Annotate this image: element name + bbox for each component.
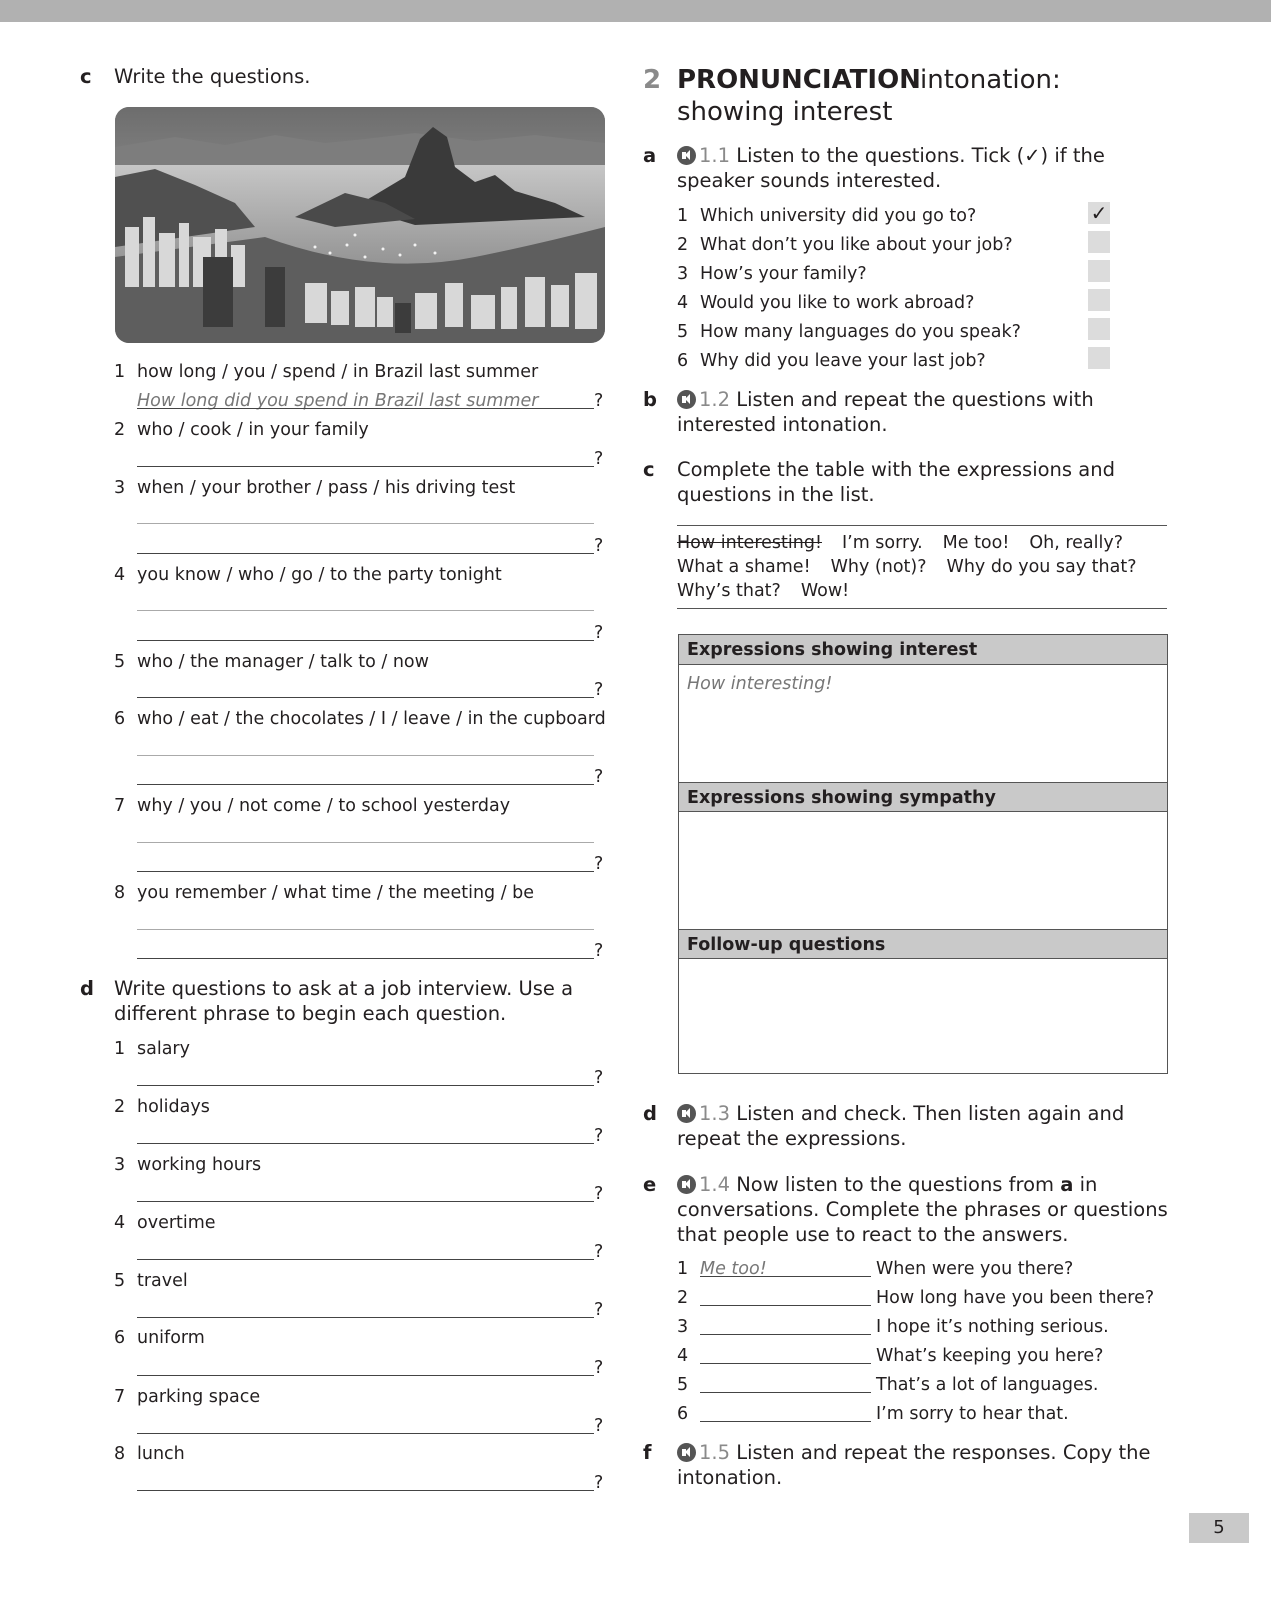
item-number: 1: [114, 1039, 126, 1059]
track-number: 1.4: [699, 1173, 731, 1196]
item-prompt: lunch: [137, 1444, 185, 1464]
question-mark: ?: [594, 1242, 604, 1262]
item-number: 4: [677, 1346, 689, 1366]
item-prompt: holidays: [137, 1097, 210, 1117]
item-number: 1: [677, 206, 689, 226]
table-header-follow-up: Follow-up questions: [679, 929, 1167, 959]
example-answer: Me too!: [700, 1259, 767, 1279]
table-example-entry: How interesting!: [687, 674, 833, 694]
exercise-b-letter: b: [643, 388, 657, 411]
word-list-item: Oh, really?: [1029, 533, 1124, 553]
page-number: 5: [1189, 1513, 1249, 1543]
question-mark: ?: [594, 680, 604, 700]
word-list-item: Why’s that?: [677, 581, 781, 601]
exercise-b-instruction-line1: [677, 387, 1094, 412]
exercise-d2-letter: d: [643, 1102, 657, 1125]
item-number: 4: [114, 1213, 126, 1233]
item-question: Why did you leave your last job?: [700, 351, 986, 371]
word-list-item: Why do you say that?: [946, 557, 1137, 577]
item-text: I’m sorry to hear that.: [876, 1404, 1069, 1424]
exercise-d2-instruction-line2: repeat the expressions.: [677, 1127, 907, 1150]
exercise-d-letter: d: [80, 977, 94, 1000]
answer-line[interactable]: [137, 1433, 594, 1434]
question-mark: ?: [594, 1416, 604, 1436]
answer-line[interactable]: [137, 408, 594, 409]
answer-line[interactable]: [137, 871, 594, 872]
item-prompt: you remember / what time / the meeting / be: [137, 883, 535, 903]
audio-icon[interactable]: [677, 1104, 696, 1123]
item-number: 2: [677, 235, 689, 255]
item-prompt: working hours: [137, 1155, 262, 1175]
item-number: 5: [677, 322, 689, 342]
item-prompt: overtime: [137, 1213, 216, 1233]
instruction-text: Listen and check. Then listen again and: [736, 1102, 1125, 1125]
item-number: 2: [114, 1097, 126, 1117]
item-text: What’s keeping you here?: [876, 1346, 1104, 1366]
item-prompt: you know / who / go / to the party tonight: [137, 565, 502, 585]
exercise-c-letter: c: [80, 65, 92, 88]
instruction-reference: a: [1060, 1173, 1074, 1196]
item-text: I hope it’s nothing serious.: [876, 1317, 1109, 1337]
rio-de-janeiro-photo: [115, 107, 605, 343]
item-prompt: uniform: [137, 1328, 205, 1348]
answer-line[interactable]: [137, 523, 594, 524]
exercise-d-instruction-line1: Write questions to ask at a job interview. Use a: [114, 977, 574, 1000]
exercise-d-instruction-line2: different phrase to begin each question.: [114, 1002, 507, 1025]
exercise-a-instruction-line1: [677, 143, 1105, 168]
item-number: 7: [114, 796, 126, 816]
question-mark: ?: [594, 1473, 604, 1493]
item-number: 3: [114, 478, 126, 498]
instruction-text: Listen to the questions. Tick (✓) if the: [736, 144, 1105, 167]
tick-box[interactable]: ✓: [1088, 202, 1110, 224]
answer-line[interactable]: [137, 1143, 594, 1144]
exercise-e-letter: e: [643, 1173, 657, 1196]
item-prompt: how long / you / spend / in Brazil last summer: [137, 362, 539, 382]
word-list-item: Why (not)?: [830, 557, 927, 577]
tick-box[interactable]: [1088, 289, 1110, 311]
question-mark: ?: [594, 767, 604, 787]
exercise-a-letter: a: [643, 144, 657, 167]
item-number: 5: [677, 1375, 689, 1395]
item-number: 3: [677, 1317, 689, 1337]
top-bar: [0, 0, 1271, 22]
word-list-line2: [677, 556, 1137, 578]
item-prompt: salary: [137, 1039, 190, 1059]
audio-icon[interactable]: [677, 146, 696, 165]
instruction-text: Now listen to the questions from: [736, 1173, 1055, 1196]
exercise-f-letter: f: [643, 1441, 652, 1464]
exercise-c2-instruction-line1: Complete the table with the expressions and: [677, 458, 1115, 481]
item-number: 6: [114, 1328, 126, 1348]
answer-line[interactable]: [137, 1201, 594, 1202]
table-header-interest: Expressions showing interest: [679, 635, 1167, 665]
question-mark: ?: [594, 1300, 604, 1320]
track-number: 1.5: [699, 1441, 731, 1464]
question-mark: ?: [594, 1358, 604, 1378]
instruction-text: Listen and repeat the responses. Copy the: [736, 1441, 1151, 1464]
instruction-text: in: [1079, 1173, 1098, 1196]
exercise-c2-letter: c: [643, 458, 655, 481]
item-number: 5: [114, 1271, 126, 1291]
answer-line[interactable]: [137, 697, 594, 698]
answer-line[interactable]: [700, 1334, 871, 1335]
item-number: 3: [677, 264, 689, 284]
item-prompt: who / cook / in your family: [137, 420, 369, 440]
instruction-text: Listen and repeat the questions with: [736, 388, 1094, 411]
question-mark: ?: [594, 1126, 604, 1146]
item-number: 7: [114, 1387, 126, 1407]
question-mark: ?: [594, 449, 604, 469]
question-mark: ?: [594, 854, 604, 874]
expressions-table: [678, 634, 1168, 1074]
answer-line[interactable]: [137, 610, 594, 611]
item-question: Would you like to work abroad?: [700, 293, 975, 313]
word-list-item: Wow!: [800, 581, 850, 601]
word-list-item: What a shame!: [677, 557, 811, 577]
item-prompt: who / eat / the chocolates / I / leave / in the cupboard: [137, 709, 606, 729]
word-list-line1: [677, 532, 1123, 554]
item-number: 4: [677, 293, 689, 313]
answer-line[interactable]: [137, 1317, 594, 1318]
item-question: What don’t you like about your job?: [700, 235, 1013, 255]
answer-line[interactable]: [700, 1392, 871, 1393]
answer-line[interactable]: [137, 1490, 594, 1491]
question-mark: ?: [594, 391, 604, 411]
answer-line[interactable]: [137, 755, 594, 756]
question-mark: ?: [594, 536, 604, 556]
word-list-bottom-rule: [677, 608, 1167, 609]
answer-line[interactable]: [137, 842, 594, 843]
item-number: 1: [677, 1259, 689, 1279]
word-list-top-rule: [677, 525, 1167, 526]
item-text: How long have you been there?: [876, 1288, 1155, 1308]
exercise-d2-instruction-line1: [677, 1101, 1124, 1126]
exercise-a-instruction-line2: speaker sounds interested.: [677, 169, 942, 192]
audio-icon[interactable]: [677, 1175, 696, 1194]
tick-box[interactable]: [1088, 347, 1110, 369]
answer-line[interactable]: [137, 784, 594, 785]
word-list-item: How interesting!: [677, 533, 822, 553]
item-question: How many languages do you speak?: [700, 322, 1021, 342]
question-mark: ?: [594, 941, 604, 961]
item-number: 4: [114, 565, 126, 585]
answer-line[interactable]: [137, 640, 594, 641]
exercise-c-instruction: Write the questions.: [114, 65, 311, 88]
sugarloaf-mountain-image: [115, 107, 605, 343]
track-number: 1.3: [699, 1102, 731, 1125]
exercise-f-instruction-line1: [677, 1440, 1151, 1465]
word-list-item: Me too!: [942, 533, 1010, 553]
item-question: Which university did you go to?: [700, 206, 977, 226]
track-number: 1.2: [699, 388, 731, 411]
answer-line[interactable]: [137, 466, 594, 467]
example-answer: How long did you spend in Brazil last summer: [137, 391, 539, 411]
answer-line[interactable]: [137, 958, 594, 959]
answer-line[interactable]: [137, 553, 594, 554]
item-number: 1: [114, 362, 126, 382]
question-mark: ?: [594, 623, 604, 643]
tick-box[interactable]: [1088, 260, 1110, 282]
word-list-item: I’m sorry.: [841, 533, 923, 553]
item-prompt: parking space: [137, 1387, 261, 1407]
item-number: 6: [677, 351, 689, 371]
section-subtitle-line1: intonation:: [920, 65, 1061, 95]
word-list-line3: [677, 580, 849, 602]
section-subtitle-line2: showing interest: [677, 97, 893, 127]
answer-line[interactable]: [700, 1276, 871, 1277]
item-number: 2: [677, 1288, 689, 1308]
exercise-b-instruction-line2: interested intonation.: [677, 413, 888, 436]
exercise-f-instruction-line2: intonation.: [677, 1466, 783, 1489]
answer-line[interactable]: [137, 1085, 594, 1086]
answer-line[interactable]: [700, 1363, 871, 1364]
audio-icon[interactable]: [677, 390, 696, 409]
table-header-sympathy: Expressions showing sympathy: [679, 782, 1167, 812]
item-number: 8: [114, 883, 126, 903]
item-number: 5: [114, 652, 126, 672]
item-number: 2: [114, 420, 126, 440]
item-number: 8: [114, 1444, 126, 1464]
exercise-c2-instruction-line2: questions in the list.: [677, 483, 875, 506]
item-prompt: why / you / not come / to school yesterday: [137, 796, 511, 816]
answer-line[interactable]: [700, 1421, 871, 1422]
item-number: 6: [677, 1404, 689, 1424]
item-question: How’s your family?: [700, 264, 867, 284]
tick-box[interactable]: [1088, 231, 1110, 253]
answer-line[interactable]: [137, 1259, 594, 1260]
section-number: 2: [643, 65, 662, 95]
section-title: PRONUNCIATION: [677, 65, 921, 95]
audio-icon[interactable]: [677, 1443, 696, 1462]
exercise-e-instruction-line2: conversations. Complete the phrases or questions: [677, 1198, 1168, 1221]
track-number: 1.1: [699, 144, 731, 167]
exercise-e-instruction-line3: that people use to react to the answers.: [677, 1223, 1069, 1246]
question-mark: ?: [594, 1184, 604, 1204]
item-text: When were you there?: [876, 1259, 1074, 1279]
item-prompt: when / your brother / pass / his driving test: [137, 478, 516, 498]
answer-line[interactable]: [137, 1375, 594, 1376]
question-mark: ?: [594, 1068, 604, 1088]
item-number: 6: [114, 709, 126, 729]
answer-line[interactable]: [137, 929, 594, 930]
item-prompt: travel: [137, 1271, 188, 1291]
item-prompt: who / the manager / talk to / now: [137, 652, 429, 672]
tick-box[interactable]: [1088, 318, 1110, 340]
answer-line[interactable]: [700, 1305, 871, 1306]
exercise-e-instruction-line1: [677, 1172, 1097, 1197]
item-number: 3: [114, 1155, 126, 1175]
item-text: That’s a lot of languages.: [876, 1375, 1099, 1395]
